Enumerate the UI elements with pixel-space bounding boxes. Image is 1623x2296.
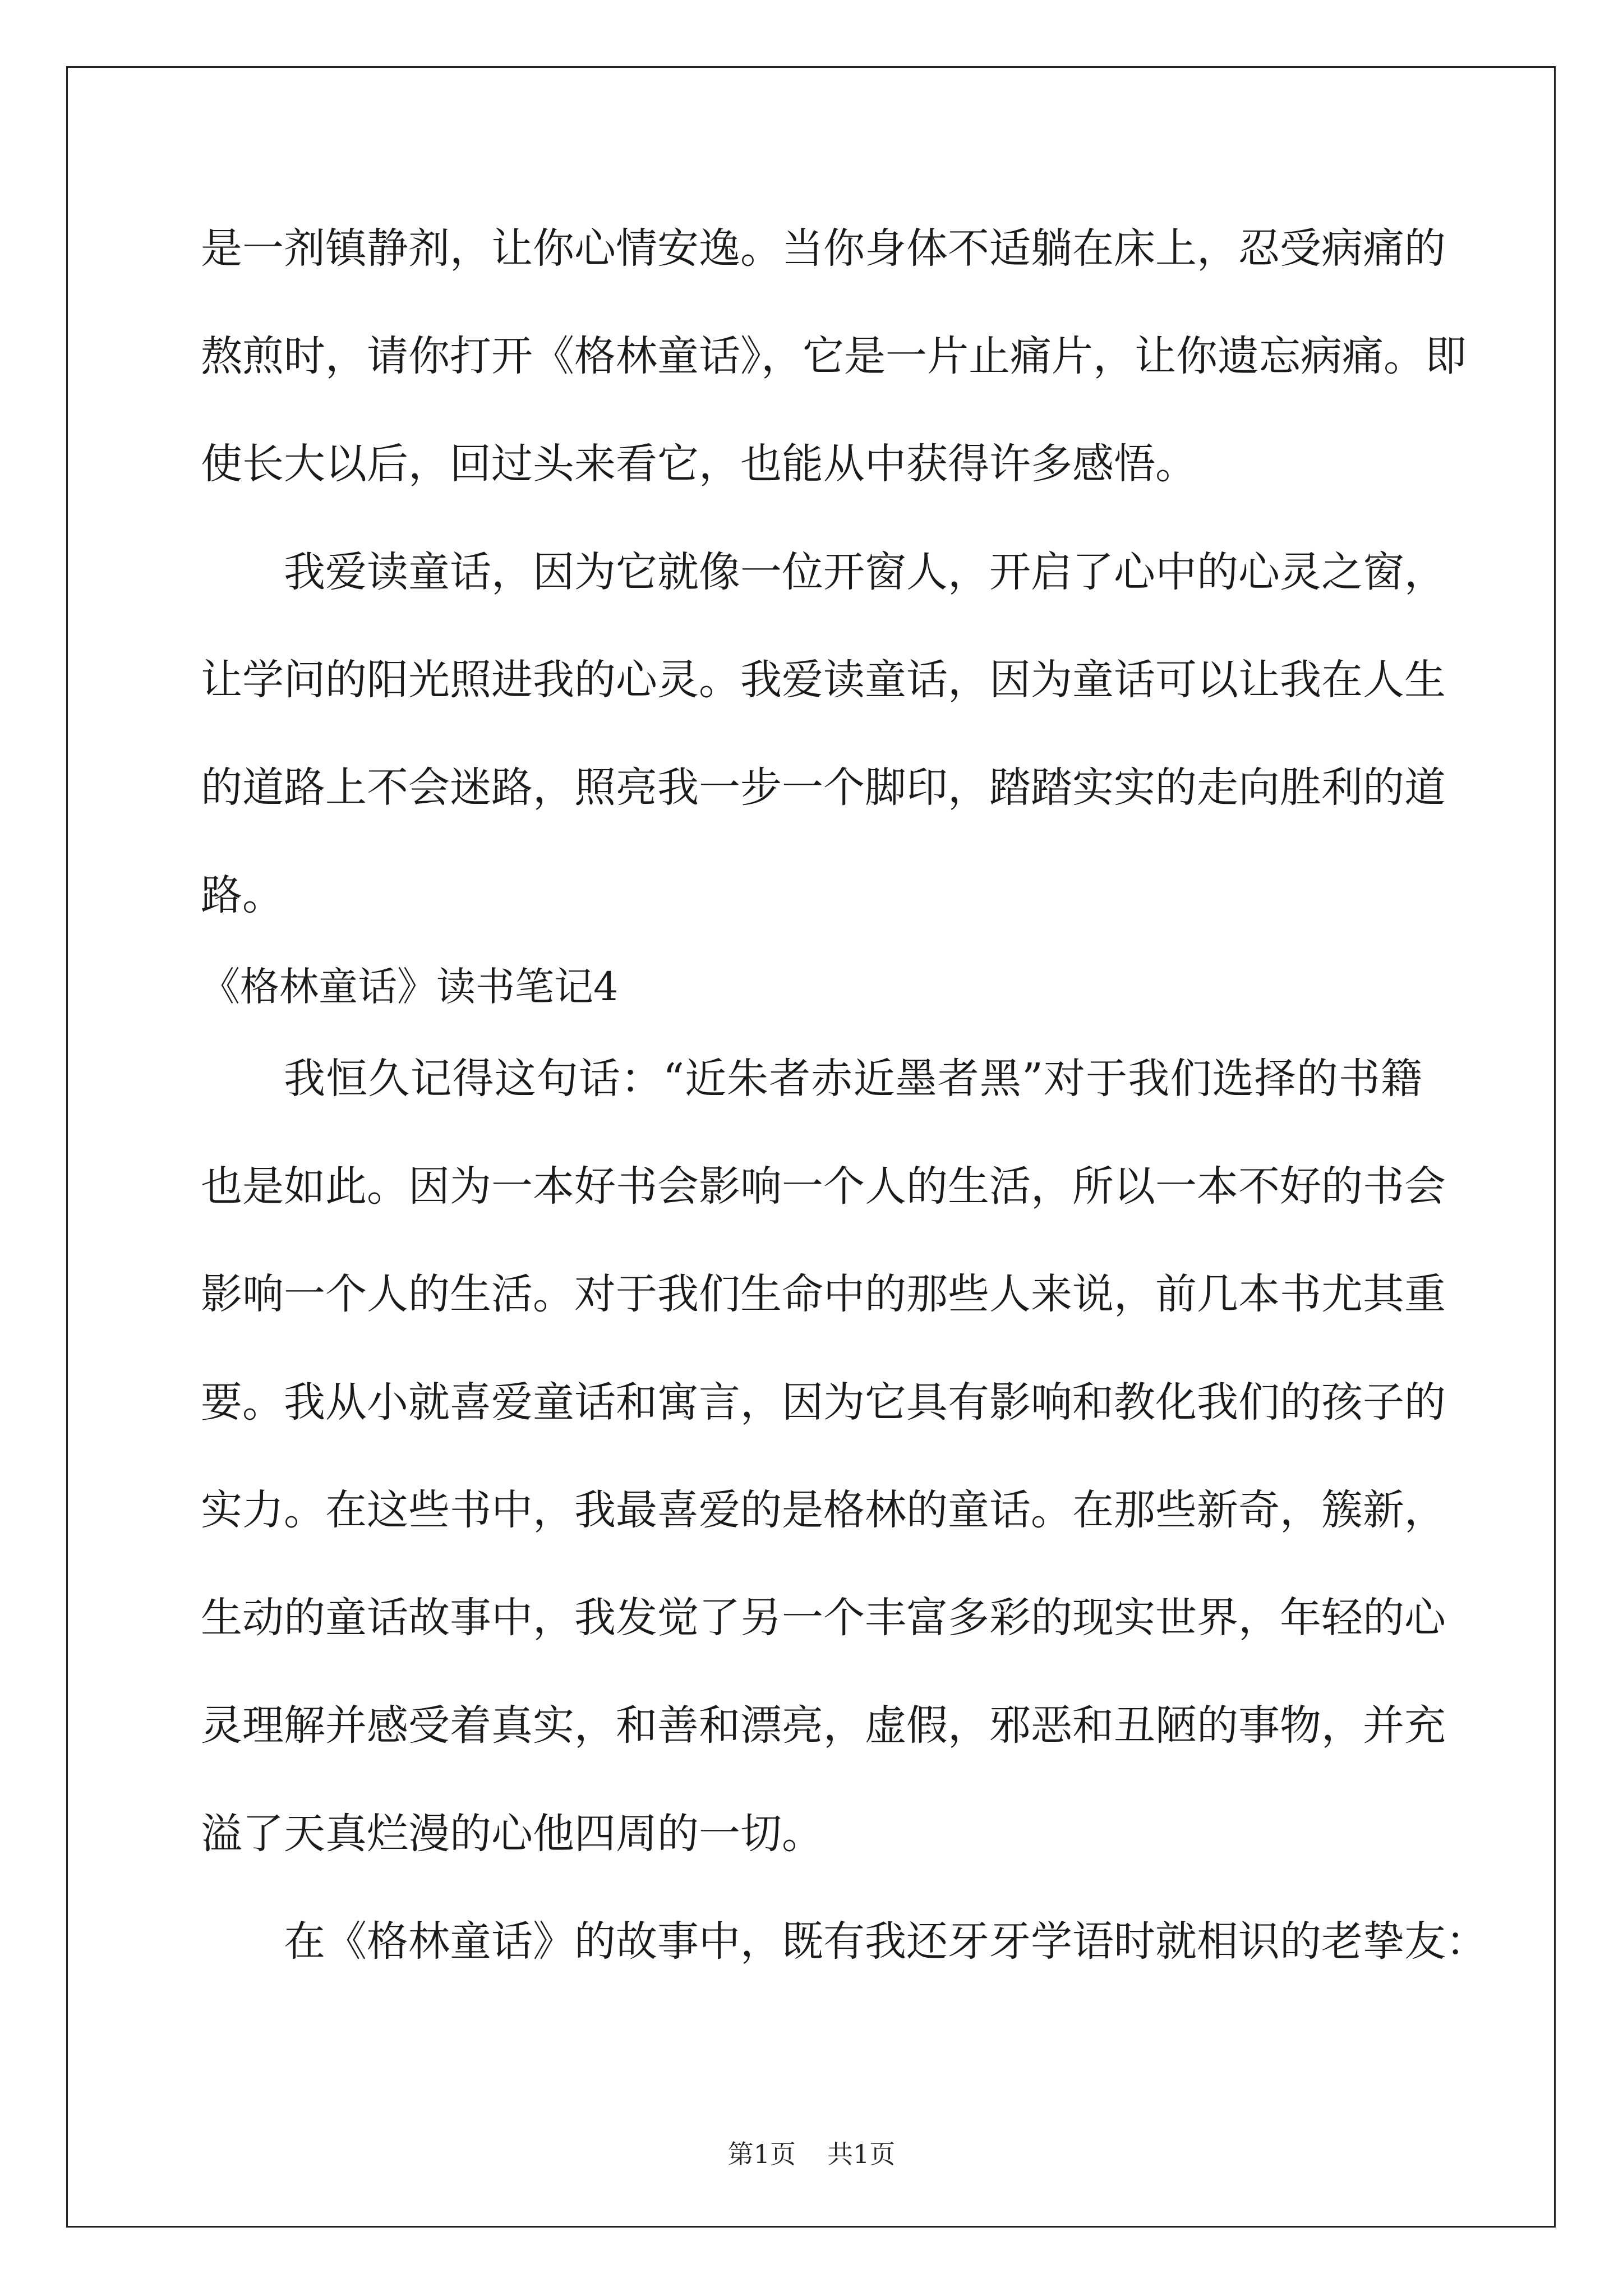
paragraph-line: 让学问的阳光照进我的心灵。我爱读童话，因为童话可以让我在人生 xyxy=(201,656,1446,704)
paragraph-line: 路。 xyxy=(201,871,284,919)
page-number: 第1页 xyxy=(727,2139,796,2169)
paragraph-line: 溢了天真烂漫的心他四周的一切。 xyxy=(201,1810,823,1858)
paragraph-line: 我爱读童话，因为它就像一位开窗人，开启了心中的心灵之窗， xyxy=(284,548,1446,596)
paragraph-line: 实力。在这些书中，我最喜爱的是格林的童话。在那些新奇，簇新， xyxy=(201,1486,1446,1534)
paragraph-line: 是一剂镇静剂，让你心情安逸。当你身体不适躺在床上，忍受病痛的 xyxy=(201,224,1446,273)
paragraph-line: 在《格林童话》的故事中，既有我还牙牙学语时就相识的老挚友： xyxy=(284,1917,1487,1966)
paragraph-line: 我恒久记得这句话：“近朱者赤近墨者黑”对于我们选择的书籍 xyxy=(284,1055,1422,1103)
total-pages: 共1页 xyxy=(827,2139,896,2169)
paragraph-line: 使长大以后，回过头来看它，也能从中获得许多感悟。 xyxy=(201,440,1197,488)
paragraph-line: 也是如此。因为一本好书会影响一个人的生活，所以一本不好的书会 xyxy=(201,1162,1446,1211)
page-footer xyxy=(0,2137,1623,2171)
paragraph-line: 影响一个人的生活。对于我们生命中的那些人来说，前几本书尤其重 xyxy=(201,1270,1446,1318)
paragraph-line: 生动的童话故事中，我发觉了另一个丰富多彩的现实世界，年轻的心 xyxy=(201,1594,1446,1642)
paragraph-line: 熬煎时，请你打开《格林童话》，它是一片止痛片，让你遗忘病痛。即 xyxy=(201,332,1467,380)
paragraph-line: 要。我从小就喜爱童话和寓言，因为它具有影响和教化我们的孩子的 xyxy=(201,1378,1446,1427)
section-heading: 《格林童话》读书笔记4 xyxy=(201,964,619,1010)
paragraph-line: 灵理解并感受着真实，和善和漂亮，虚假，邪恶和丑陋的事物，并充 xyxy=(201,1701,1446,1750)
page-border xyxy=(66,66,1556,2228)
paragraph-line: 的道路上不会迷路，照亮我一步一个脚印，踏踏实实的走向胜利的道 xyxy=(201,763,1446,812)
